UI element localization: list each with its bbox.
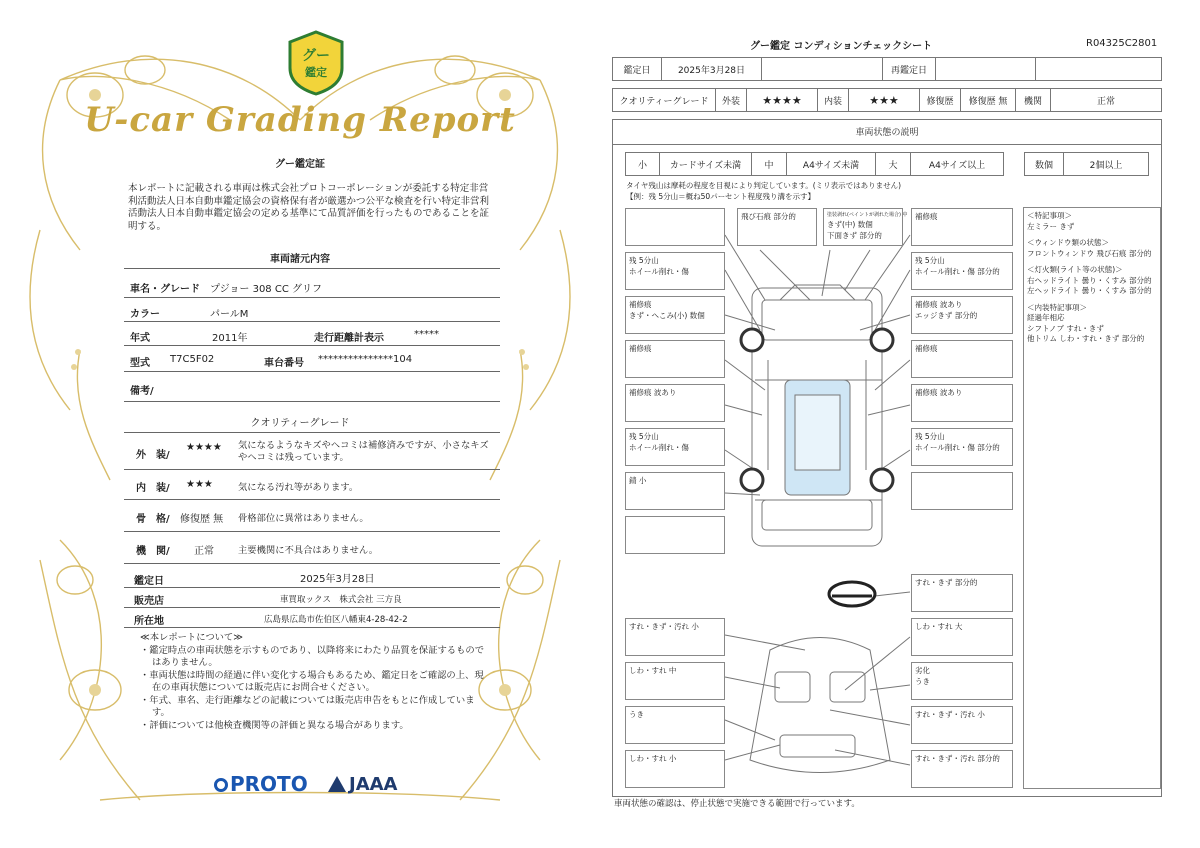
certificate-heading: グー鑑定証 bbox=[275, 159, 325, 170]
spec-row-name bbox=[124, 272, 500, 298]
sheet-footer-note: 車両状態の確認は、停止状態で実施できる範囲で行っています。 bbox=[614, 799, 860, 809]
proto-logo: PROTO bbox=[214, 772, 308, 796]
exterior-note-box: 補修痕 bbox=[911, 340, 1013, 378]
report-notes bbox=[140, 632, 492, 732]
quality-label: 機 関/ bbox=[136, 546, 170, 557]
exterior-note-box: 残 5分山 ホイール削れ・傷 部分的 bbox=[911, 252, 1013, 290]
quality-comment: 気になるようなキズやヘコミは補修済みですが、小さなキズやヘコミは残っています。 bbox=[238, 440, 489, 463]
spec-row-model bbox=[124, 346, 500, 372]
interior-note-box: うき bbox=[625, 706, 725, 744]
exterior-note-box-top: 飛び石痕 部分的 bbox=[737, 208, 817, 246]
note-item: ・車両状態は時間の経過に伴い変化する場合もあるため、鑑定日をご確認の上、現在の車両状態については販売店にお問合せください。 bbox=[140, 669, 484, 693]
spec-chassis-label: 車台番号 bbox=[264, 358, 304, 369]
spec-chassis-value: ***************104 bbox=[318, 354, 413, 365]
interior-note-box: しわ・すれ 中 bbox=[625, 662, 725, 700]
exterior-note-box: 補修痕 bbox=[625, 340, 725, 378]
condition-heading: 車両状態の説明 bbox=[612, 119, 1162, 145]
quality-label: 内 装/ bbox=[136, 483, 170, 494]
quality-comment: 骨格部位に異常はありません。 bbox=[238, 513, 369, 524]
quality-heading: クオリティーグレード bbox=[250, 418, 350, 429]
interior-note-box: すれ・きず・汚れ 小 bbox=[911, 706, 1013, 744]
exterior-note-box: 残 5分山 ホイール削れ・傷 bbox=[625, 252, 725, 290]
tire-note: タイヤ残山は摩耗の程度を目視により判定しています。(ミリ表示ではありません) bbox=[626, 181, 902, 190]
top-box-small-note: 塗装剥れ(ペイントが剥れた場合) 中 bbox=[827, 212, 908, 218]
proto-logo-mark-icon bbox=[214, 778, 228, 792]
appraisal-date-row bbox=[124, 566, 500, 588]
engine-label: 機関 bbox=[1015, 88, 1051, 112]
interior-note-box: すれ・きず・汚れ 小 bbox=[625, 618, 725, 656]
address-label: 所在地 bbox=[134, 616, 164, 627]
count-value: 2個以上 bbox=[1063, 152, 1149, 176]
address-row bbox=[124, 608, 500, 628]
interior-note-box: しわ・すれ 小 bbox=[625, 750, 725, 788]
exterior-note-box: 残 5分山 ホイール削れ・傷 部分的 bbox=[911, 428, 1013, 466]
spec-year-label: 年式 bbox=[130, 333, 150, 344]
spec-remarks-label: 備考/ bbox=[130, 386, 154, 397]
spec-name-label: 車名・グレード bbox=[130, 284, 200, 295]
exterior-note-box bbox=[625, 208, 725, 246]
address-value: 広島県広島市佐伯区八幡東4-28-42-2 bbox=[264, 615, 408, 625]
quality-row-engine bbox=[124, 532, 500, 564]
divider bbox=[124, 268, 500, 269]
exterior-note-box: 補修痕 波あり bbox=[625, 384, 725, 422]
appraisal-date-value: 2025年3月28日 bbox=[300, 574, 375, 585]
interior-grade: ★★★ bbox=[848, 88, 920, 112]
notes-heading: ≪本レポートについて≫ bbox=[140, 632, 243, 643]
quality-grade: ★★★★ bbox=[186, 442, 222, 453]
dealer-value: 車買取ックス 株式会社 三方良 bbox=[280, 595, 402, 605]
special-note: ＜内装特記事項＞ 経過年相応 シフトノブ すれ・きず 他トリム しわ・すれ・きず 部分的 bbox=[1027, 302, 1145, 343]
exterior-note-box: 錆 小 bbox=[625, 472, 725, 510]
interior-note-box: すれ・きず・汚れ 部分的 bbox=[911, 750, 1013, 788]
spec-mileage-value: ***** bbox=[414, 329, 439, 340]
spec-model-value: T7C5F02 bbox=[170, 354, 215, 365]
size-legend-value: A4サイズ未満 bbox=[786, 152, 876, 176]
exterior-grade: ★★★★ bbox=[746, 88, 818, 112]
condition-check-sheet bbox=[600, 0, 1200, 848]
note-item: ・鑑定時点の車両状態を示すものであり、以降将来にわたり品質を保証するものではありません。 bbox=[140, 644, 484, 668]
spec-year-value: 2011年 bbox=[212, 333, 248, 344]
exterior-note-box: 補修痕 波あり エッジきず 部分的 bbox=[911, 296, 1013, 334]
top-box-note: きず(中) 数個 下面きず 部分的 bbox=[827, 220, 882, 240]
exterior-note-box-top bbox=[823, 208, 908, 246]
size-legend-key: 大 bbox=[875, 152, 911, 176]
date-label: 鑑定日 bbox=[612, 57, 662, 81]
quality-row-frame bbox=[124, 500, 500, 532]
dealer-label: 販売店 bbox=[134, 596, 164, 607]
quality-row-exterior bbox=[124, 434, 500, 470]
report-title: U-car Grading Report bbox=[84, 100, 516, 140]
appraisal-date-label: 鑑定日 bbox=[134, 576, 164, 587]
repair-value: 修復歴 無 bbox=[960, 88, 1016, 112]
repair-label: 修復歴 bbox=[919, 88, 961, 112]
quality-grade: ★★★ bbox=[186, 479, 213, 490]
date-value: 2025年3月28日 bbox=[661, 57, 762, 81]
size-legend-value: カードサイズ未満 bbox=[659, 152, 752, 176]
quality-grade: 正常 bbox=[194, 546, 214, 557]
sheet-title: グー鑑定 コンディションチェックシート bbox=[750, 41, 933, 52]
spec-color-label: カラー bbox=[130, 309, 160, 320]
footer-logos bbox=[210, 770, 410, 798]
size-legend-key: 小 bbox=[625, 152, 660, 176]
exterior-label: 外装 bbox=[715, 88, 747, 112]
sheet-code: R04325C2801 bbox=[1086, 38, 1158, 49]
size-legend-key: 中 bbox=[751, 152, 787, 176]
quality-grade: 修復歴 無 bbox=[180, 514, 224, 525]
special-note: ＜特記事項＞ 左ミラー きず bbox=[1027, 211, 1075, 231]
spec-row-remarks bbox=[124, 372, 500, 402]
spec-heading: 車両諸元内容 bbox=[270, 254, 330, 265]
spec-row-year bbox=[124, 322, 500, 346]
exterior-note-box: 補修痕 きず・へこみ(小) 数個 bbox=[625, 296, 725, 334]
spec-name-value: プジョー 308 CC グリフ bbox=[210, 284, 322, 295]
note-item: ・評価については他検査機関等の評価と異なる場合があります。 bbox=[140, 719, 409, 731]
exterior-note-box: 残 5分山 ホイール削れ・傷 bbox=[625, 428, 725, 466]
interior-label: 内装 bbox=[817, 88, 849, 112]
divider bbox=[124, 432, 500, 433]
quality-comment: 気になる汚れ等があります。 bbox=[238, 482, 359, 493]
interior-note-box: しわ・すれ 大 bbox=[911, 618, 1013, 656]
dealer-row bbox=[124, 588, 500, 608]
exterior-note-box: 補修痕 bbox=[911, 208, 1013, 246]
goo-appraisal-badge-logo bbox=[286, 30, 346, 96]
special-notes-list bbox=[1023, 207, 1161, 789]
exterior-note-box: 補修痕 波あり bbox=[911, 384, 1013, 422]
quality-row-interior bbox=[124, 470, 500, 500]
exterior-note-box bbox=[911, 472, 1013, 510]
engine-value: 正常 bbox=[1050, 88, 1162, 112]
note-item: ・年式、車名、走行距離などの記載については販売店申告をもとに作成しています。 bbox=[140, 694, 475, 718]
quality-comment: 主要機関に不具合はありません。 bbox=[238, 545, 379, 556]
size-legend-value: A4サイズ以上 bbox=[910, 152, 1004, 176]
spec-color-value: パールM bbox=[210, 309, 249, 320]
special-note: ＜ウィンドウ類の状態＞ フロントウィンドウ 飛び石痕 部分的 bbox=[1027, 238, 1152, 258]
svg-text:鑑定: 鑑定 bbox=[305, 66, 327, 79]
interior-note-box: すれ・きず 部分的 bbox=[911, 574, 1013, 612]
count-label: 数個 bbox=[1024, 152, 1064, 176]
interior-note-box: 劣化 うき bbox=[911, 662, 1013, 700]
tire-note-example: 【例：残 5分山＝概ね50パーセント程度残り溝を示す】 bbox=[626, 192, 816, 201]
special-note: ＜灯火類(ライト等の状態)＞ 右ヘッドライト 曇り・くすみ 部分的 左ヘッドライト 曇り・くすみ 部分的 bbox=[1027, 265, 1152, 295]
spec-row-color bbox=[124, 298, 500, 322]
jaaa-logo-mark-icon bbox=[328, 776, 346, 792]
jaaa-logo: JAAA bbox=[328, 774, 398, 795]
reappraisal-label: 再鑑定日 bbox=[882, 57, 936, 81]
grade-label: クオリティーグレード bbox=[612, 88, 716, 112]
spec-mileage-label: 走行距離計表示 bbox=[314, 333, 384, 344]
svg-text:グー: グー bbox=[302, 48, 330, 64]
spec-model-label: 型式 bbox=[130, 358, 150, 369]
quality-label: 骨 格/ bbox=[136, 514, 170, 525]
certificate-intro: 本レポートに記載される車両は株式会社プロトコーポレーションが委託する特定非営利活動法人日本自動車鑑定協会の資格保有者が厳選かつ公平な検査を行い特定非営利活動法人日本自動車鑑定協会の定める基準にて品質評価を行ったものであることを証明する。 bbox=[128, 183, 490, 232]
exterior-note-box bbox=[625, 516, 725, 554]
quality-label: 外 装/ bbox=[136, 450, 170, 461]
